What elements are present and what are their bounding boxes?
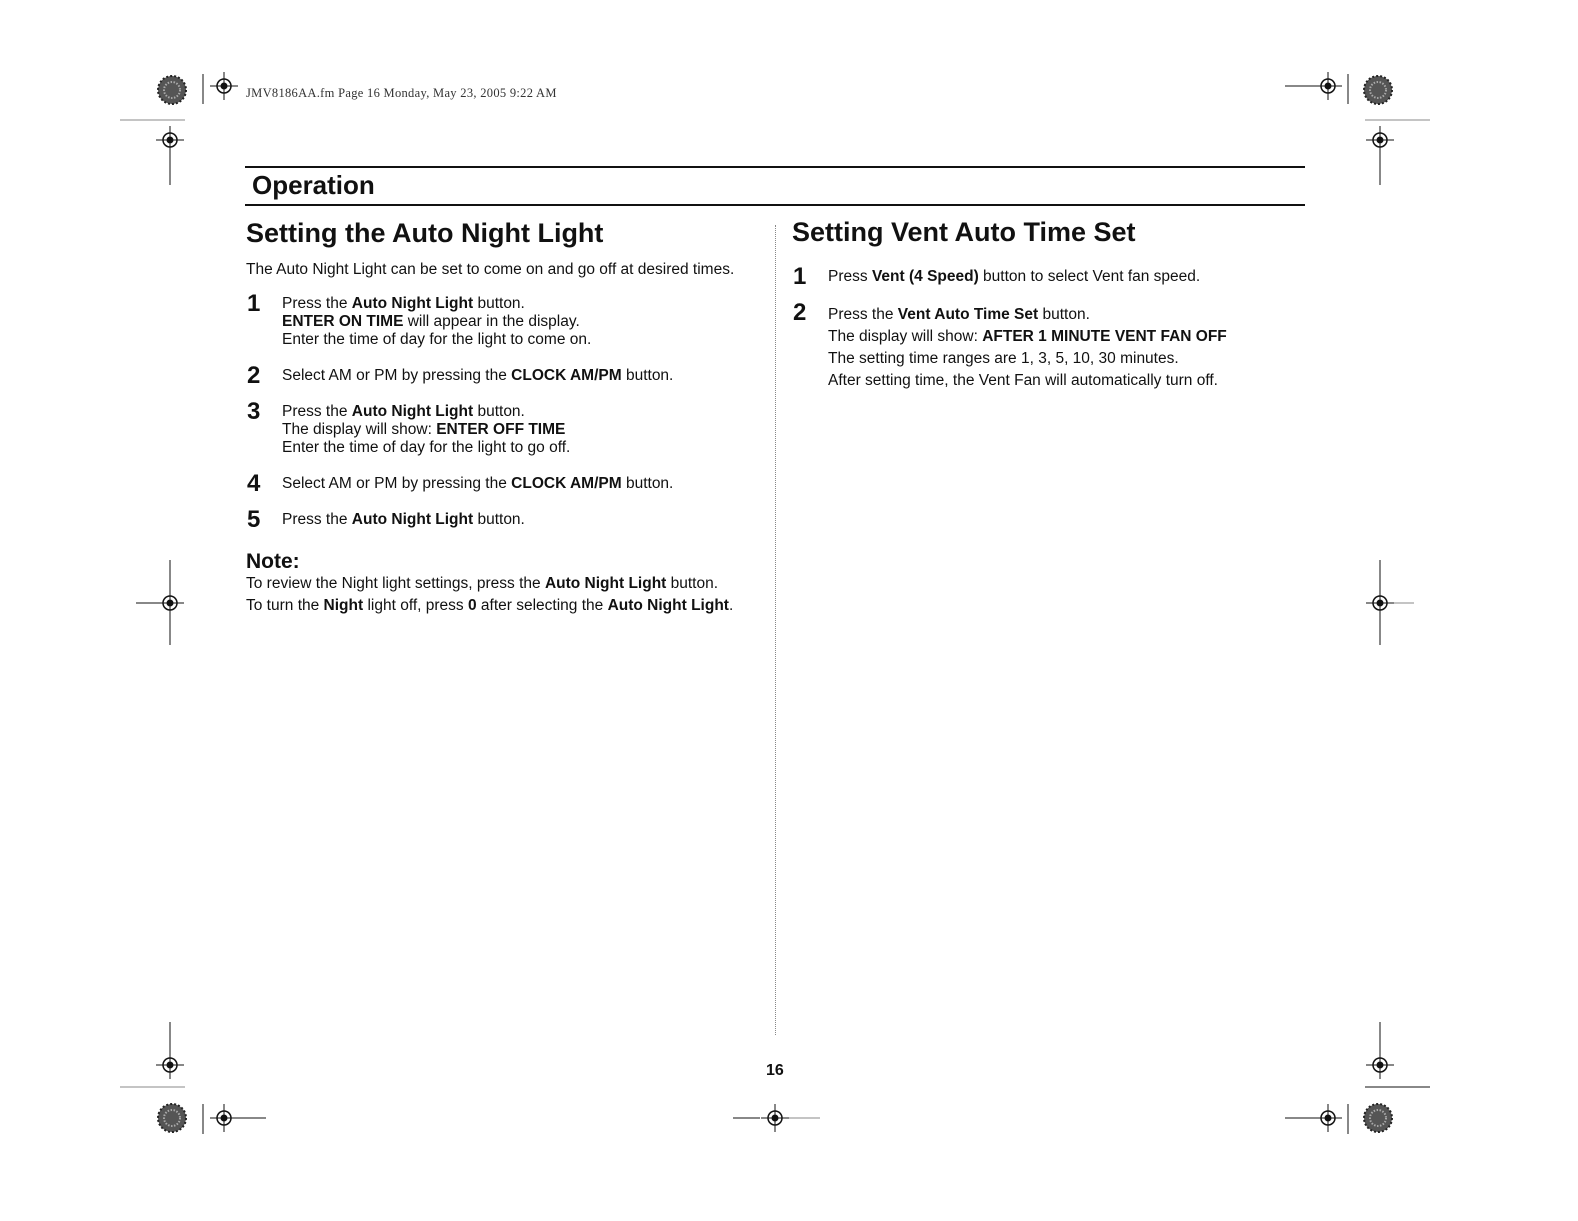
left-step-2 [247,362,674,389]
left-step-1 [247,290,592,349]
note-line-2: To turn the Night light off, press 0 after selecting the Auto Night Light. [246,597,734,614]
step-line: Select AM or PM by pressing the CLOCK AM/PM button. [282,475,674,492]
left-intro: The Auto Night Light can be set to come on and go off at desired times. [246,261,735,278]
step-line: The display will show: AFTER 1 MINUTE VENT FAN OFF [828,328,1227,345]
left-step-3 [247,398,571,457]
right-step-2 [793,299,1227,392]
section-rule [245,204,1305,206]
step-line: ENTER ON TIME will appear in the display. [282,313,580,330]
crosshair-icon [761,1104,789,1132]
registration-burst-icon [1364,76,1392,104]
step-number: 2 [247,362,261,389]
step-line: Press Vent (4 Speed) button to select Vent fan speed. [828,268,1201,285]
step-number: 2 [793,299,807,326]
step-line: Select AM or PM by pressing the CLOCK AM/PM button. [282,367,674,384]
registration-burst-icon [158,1104,186,1132]
step-line: Press the Auto Night Light button. [282,295,525,312]
crosshair-icon [1366,589,1394,617]
left-heading: Setting the Auto Night Light [246,218,604,248]
step-line: Enter the time of day for the light to go off. [282,439,571,456]
top-rule [245,166,1305,168]
step-line: Enter the time of day for the light to come on. [282,331,592,348]
crosshair-icon [156,1051,184,1079]
step-number: 1 [793,263,807,290]
crosshair-icon [1314,1104,1342,1132]
crosshair-icon [210,72,238,100]
step-line: After setting time, the Vent Fan will automatically turn off. [828,372,1218,389]
crosshair-icon [1366,1051,1394,1079]
step-number: 4 [247,470,261,497]
crosshair-icon [1366,126,1394,154]
step-number: 5 [247,506,261,533]
step-number: 1 [247,290,261,317]
left-step-5 [247,506,525,533]
step-line: The setting time ranges are 1, 3, 5, 10, 30 minutes. [828,350,1179,367]
section-title: Operation [252,170,375,200]
page-number: 16 [766,1062,784,1079]
right-heading: Setting Vent Auto Time Set [792,217,1136,247]
step-line: Press the Auto Night Light button. [282,403,525,420]
note-line-1: To review the Night light settings, press the Auto Night Light button. [246,575,719,592]
crosshair-icon [1314,72,1342,100]
step-number: 3 [247,398,261,425]
crosshair-icon [156,589,184,617]
right-step-1 [793,263,1201,290]
registration-burst-icon [158,76,186,104]
crosshair-icon [156,126,184,154]
registration-burst-icon [1364,1104,1392,1132]
file-header-info: JMV8186AA.fm Page 16 Monday, May 23, 2005 9:22 AM [246,86,557,100]
step-line: The display will show: ENTER OFF TIME [282,421,566,438]
crosshair-icon [210,1104,238,1132]
note-title: Note: [246,550,300,573]
left-step-4 [247,470,674,497]
step-line: Press the Vent Auto Time Set button. [828,306,1090,323]
step-line: Press the Auto Night Light button. [282,511,525,528]
column-divider [775,225,776,1035]
